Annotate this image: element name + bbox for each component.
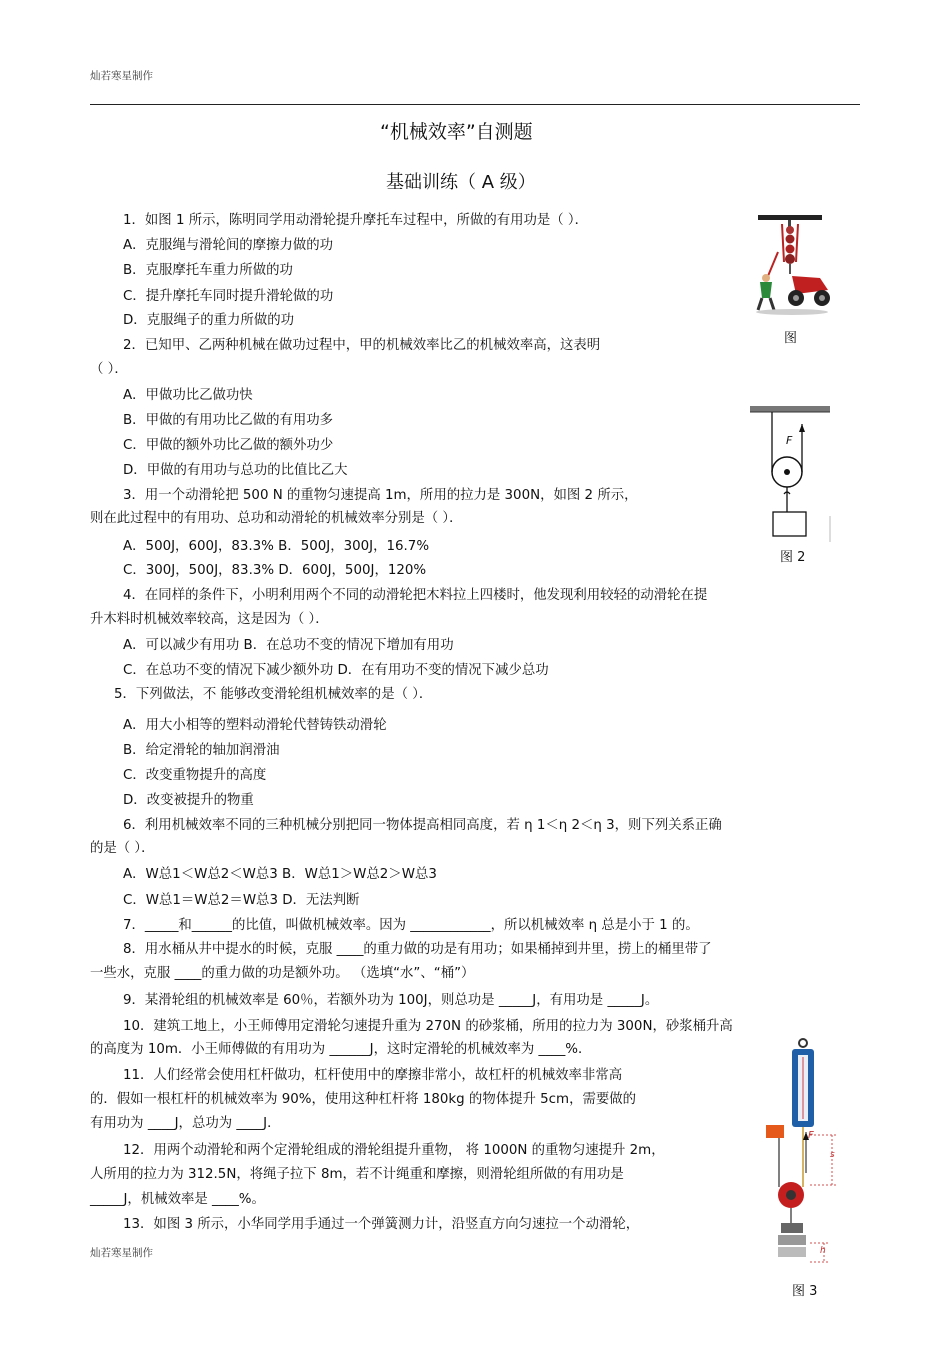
q2-stem: 2．已知甲、乙两种机械在做功过程中，甲的机械效率比乙的机械效率高，这表明 <box>123 338 601 353</box>
q5-stem: 5．下列做法，不 能够改变滑轮组机械效率的是（ ）． <box>114 687 433 702</box>
figure-2-pulley-diagram <box>748 404 834 544</box>
q2-option-c: C．甲做的额外功比乙做的额外功少 <box>123 438 334 453</box>
q6-stem-cont: 的是（ ）． <box>90 841 155 856</box>
q12-stem-cont: 人所用的拉力为 312.5N，将绳子拉下 8m，若不计绳重和摩擦，则滑轮组所做的有用功是 <box>90 1167 624 1182</box>
q5-option-c: C．改变重物提升的高度 <box>123 768 267 783</box>
header-rule <box>90 104 860 105</box>
figure-3-caption: 图 3 <box>792 1284 818 1299</box>
page-title: “机械效率”自测题 <box>380 121 533 143</box>
page-subtitle: 基础训练（ A 级） <box>386 172 536 193</box>
figure-3-force-label: F <box>808 1130 814 1141</box>
q7-stem: 7．_____和______的比值，叫做机械效率。因为 ____________，所以机械效率 η 总是小于 1 的。 <box>123 918 699 933</box>
q10-stem: 10．建筑工地上，小王师傅用定滑轮匀速提升重为 270N 的砂浆桶，所用的拉力为 300N，砂浆桶升高 <box>123 1019 733 1034</box>
q11-stem-cont2: 有用功为 ____J，总功为 ____J． <box>90 1116 281 1131</box>
figure-1-motorcycle-pulley <box>748 212 834 320</box>
q4-options-ab: A．可以减少有用功 B．在总功不变的情况下增加有用功 <box>123 638 454 653</box>
q12-stem: 12．用两个动滑轮和两个定滑轮组成的滑轮组提升重物， 将 1000N 的重物匀速提升 2m， <box>123 1143 665 1158</box>
q9-stem: 9．某滑轮组的机械效率是 60％，若额外功为 100J，则总功是 _____J，有用功是 _____J。 <box>123 993 659 1008</box>
q3-stem-cont: 则在此过程中的有用功、总功和动滑轮的机械效率分别是（ ）． <box>90 511 463 526</box>
q2-option-b: B．甲做的有用功比乙做的有用功多 <box>123 413 334 428</box>
q5-option-b: B．给定滑轮的轴加润滑油 <box>123 743 280 758</box>
figure-3-h-label: h <box>820 1246 826 1256</box>
q2-stem-cont: （ ）． <box>90 362 128 377</box>
q3-options-cd: C．300J，500J，83.3% D．600J，500J，120% <box>123 563 427 578</box>
q2-option-d: D．甲做的有用功与总功的比值比乙大 <box>123 463 348 478</box>
figure-2-force-label: F <box>786 434 793 447</box>
q4-stem-cont: 升木料时机械效率较高，这是因为（ ）． <box>90 612 329 627</box>
header-maker: 灿若寒星制作 <box>90 70 153 82</box>
q4-stem: 4．在同样的条件下，小明利用两个不同的动滑轮把木料拉上四楼时，他发现利用较轻的动滑轮在提 <box>123 588 708 603</box>
q1-option-c: C．提升摩托车同时提升滑轮做的功 <box>123 289 334 304</box>
q2-option-a: A．甲做功比乙做功快 <box>123 388 253 403</box>
q6-options-ab: A．W总1＜W总2＜W总3 B．W总1＞W总2＞W总3 <box>123 867 437 882</box>
q1-option-a: A．克服绳与滑轮间的摩擦力做的功 <box>123 238 334 253</box>
q1-stem: 1．如图 1 所示，陈明同学用动滑轮提升摩托车过程中，所做的有用功是（ ）． <box>123 213 588 228</box>
q5-option-a: A．用大小相等的塑料动滑轮代替铸铁动滑轮 <box>123 718 387 733</box>
q10-stem-cont: 的高度为 10m．小王师傅做的有用功为 ______J，这时定滑轮的机械效率为 ____%． <box>90 1042 592 1057</box>
q5-option-d: D．改变被提升的物重 <box>123 793 254 808</box>
q6-stem: 6．利用机械效率不同的三种机械分别把同一物体提高相同高度，若 η 1＜η 2＜η 3，则下列关系正确 <box>123 818 722 833</box>
q13-stem: 13．如图 3 所示，小华同学用手通过一个弹簧测力计，沿竖直方向匀速拉一个动滑轮， <box>123 1217 640 1232</box>
q11-stem: 11．人们经常会使用杠杆做功，杠杆使用中的摩擦非常小，故杠杆的机械效率非常高 <box>123 1068 623 1083</box>
footer-maker: 灿若寒星制作 <box>90 1247 153 1259</box>
figure-1-caption: 图 <box>784 331 798 346</box>
q6-options-cd: C．W总1＝W总2＝W总3 D．无法判断 <box>123 893 360 908</box>
q11-stem-cont: 的．假如一根杠杆的机械效率为 90%，使用这种杠杆将 180kg 的物体提升 5cm，需要做的 <box>90 1092 637 1107</box>
q4-options-cd: C．在总功不变的情况下减少额外功 D．在有用功不变的情况下减少总功 <box>123 663 549 678</box>
q1-option-d: D．克服绳子的重力所做的功 <box>123 313 294 328</box>
q8-stem-cont: 一些水，克服 ____的重力做的功是额外功。 （选填“水”、“桶”） <box>90 966 475 981</box>
q1-option-b: B．克服摩托车重力所做的功 <box>123 263 293 278</box>
figure-3-s-label: s <box>830 1150 835 1160</box>
q8-stem: 8．用水桶从井中提水的时候，克服 ____的重力做的功是有用功；如果桶掉到井里，捞上的桶里带了 <box>123 942 712 957</box>
q3-stem: 3．用一个动滑轮把 500 N 的重物匀速提高 1m，所用的拉力是 300N，如图 2 所示， <box>123 488 638 503</box>
figure-2-caption: 图 2 <box>780 550 806 565</box>
q12-stem-cont2: _____J，机械效率是 ____%。 <box>90 1192 265 1207</box>
q3-options-ab: A．500J，600J，83.3% B．500J，300J，16.7% <box>123 539 430 554</box>
